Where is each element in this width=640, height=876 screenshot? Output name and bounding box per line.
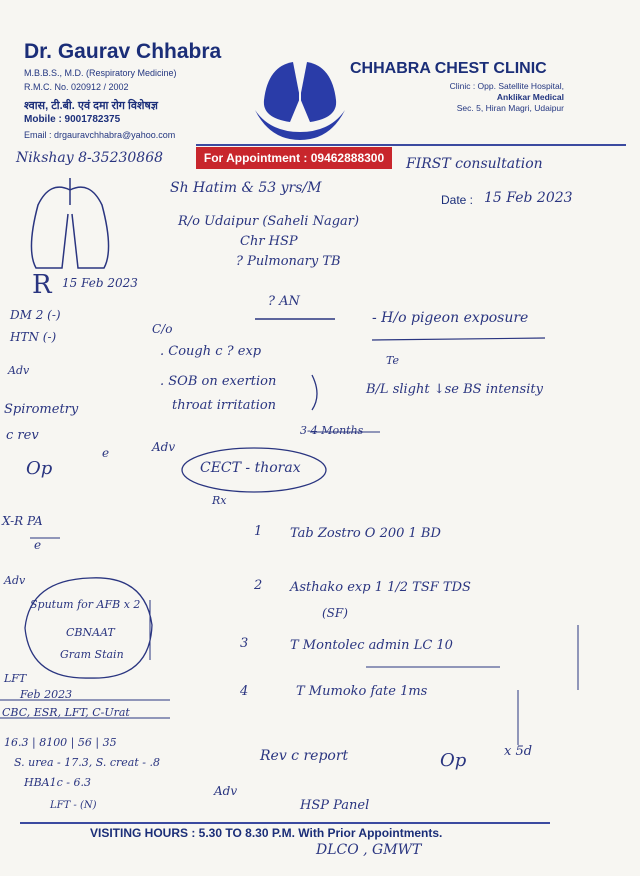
- advice-left: Adv: [8, 364, 30, 377]
- header-divider: [196, 144, 626, 146]
- visiting-hours: VISITING HOURS : 5.30 TO 8.30 P.M. With Prior Appointments.: [90, 826, 443, 840]
- appointment-banner: For Appointment : 09462888300: [196, 147, 392, 169]
- sputum-cbnaat: CBNAAT: [66, 626, 115, 639]
- doctor-degrees: M.B.B.S., M.D. (Respiratory Medicine): [24, 68, 177, 78]
- dlco-gmwt: DLCO , GMWT: [316, 842, 422, 858]
- complaint-sob: . SOB on exertion: [160, 374, 277, 389]
- spirometry: Spirometry: [4, 402, 79, 417]
- cect-thorax: CECT - thorax: [200, 460, 301, 476]
- sputum-afb: Sputum for AFB x 2: [30, 598, 141, 611]
- exam-te: Te: [386, 354, 399, 367]
- patient-name-age: Sh Hatim & 53 yrs/M: [170, 180, 322, 196]
- date-label: Date :: [441, 193, 474, 207]
- clinic-address-3: Sec. 5, Hiran Magri, Udaipur: [456, 103, 564, 113]
- email-address: Email : drgauravchhabra@yahoo.com: [24, 130, 176, 140]
- visit-type: FIRST consultation: [406, 156, 543, 172]
- hindi-specialty: श्वास, टी.बी. एवं दमा रोग विशेषज्ञ: [24, 100, 158, 112]
- lft-left: LFT: [4, 672, 27, 685]
- advice-cect-label: Adv: [152, 440, 176, 454]
- lab-date: Feb 2023: [20, 688, 73, 701]
- footer-divider: [20, 822, 550, 824]
- rx-date: 15 Feb 2023: [62, 276, 138, 290]
- review-with-report: Rev c report: [260, 748, 349, 764]
- clinic-logo-icon: [255, 55, 345, 140]
- complaint-duration: 3-4 Months: [300, 424, 364, 437]
- rx-1-number: 1: [254, 524, 263, 539]
- mobile-number: Mobile : 9001782375: [24, 114, 121, 125]
- op-mark: Op: [26, 458, 53, 479]
- rx-2-number: 2: [254, 578, 263, 593]
- review-note: c rev: [6, 428, 39, 443]
- residence: R/o Udaipur (Saheli Nagar): [178, 214, 360, 229]
- dm-status: DM 2 (-): [10, 308, 61, 322]
- clinic-name: CHHABRA CHEST CLINIC: [350, 60, 547, 77]
- advice-sputum-label: Adv: [4, 574, 26, 587]
- complaints-label: C/o: [152, 322, 173, 336]
- exam-breath-sounds: B/L slight ↓se BS intensity: [366, 382, 543, 397]
- sputum-gram-stain: Gram Stain: [60, 648, 124, 661]
- rx-3-number: 3: [240, 636, 249, 651]
- visit-date: 15 Feb 2023: [484, 190, 573, 206]
- lab-hba1c: HBA1c - 6.3: [24, 776, 91, 789]
- advice-bottom: Adv: [214, 784, 238, 798]
- rx-symbol: R: [32, 270, 52, 300]
- nikshay-id: Nikshay 8-35230868: [16, 150, 164, 166]
- history-tb: ? Pulmonary TB: [236, 254, 341, 269]
- lab-urea-creat: S. urea - 17.3, S. creat - .8: [14, 756, 160, 769]
- lft-normal: LFT - (N): [50, 800, 97, 811]
- clinic-address-1: Clinic : Opp. Satellite Hospital,: [449, 81, 564, 91]
- hsp-panel: HSP Panel: [300, 798, 370, 813]
- duration-5d: x 5d: [504, 744, 533, 759]
- rx-4-medicine: T Mumoko fate 1ms: [296, 684, 428, 699]
- clinic-address-2: Anklikar Medical: [496, 92, 564, 102]
- htn-status: HTN (-): [10, 330, 57, 344]
- rx-small: Rx: [212, 494, 227, 507]
- history-hsp: Chr HSP: [240, 234, 298, 249]
- lab-list: CBC, ESR, LFT, C-Urat: [2, 706, 130, 719]
- rx-1-medicine: Tab Zostro O 200 1 BD: [290, 526, 441, 541]
- question-an: ? AN: [268, 294, 300, 309]
- xray-e: e: [34, 538, 42, 552]
- xray-pa: X-R PA: [2, 514, 43, 528]
- op-mark-2: Op: [440, 750, 467, 771]
- lab-values: 16.3 | 8100 | 56 | 35: [4, 736, 117, 749]
- doctor-name: Dr. Gaurav Chhabra: [24, 40, 222, 63]
- rx-2-sf: (SF): [322, 606, 348, 620]
- rmc-number: R.M.C. No. 020912 / 2002: [24, 82, 129, 92]
- complaint-throat: throat irritation: [172, 398, 277, 413]
- rx-2-medicine: Asthako exp 1 1/2 TSF TDS: [290, 580, 471, 595]
- pigeon-exposure: - H/o pigeon exposure: [372, 310, 529, 326]
- complaint-cough: . Cough c ? exp: [160, 344, 262, 359]
- rx-3-medicine: T Montolec admin LC 10: [290, 638, 453, 653]
- rx-4-number: 4: [240, 684, 249, 699]
- e-mark: e: [102, 446, 110, 460]
